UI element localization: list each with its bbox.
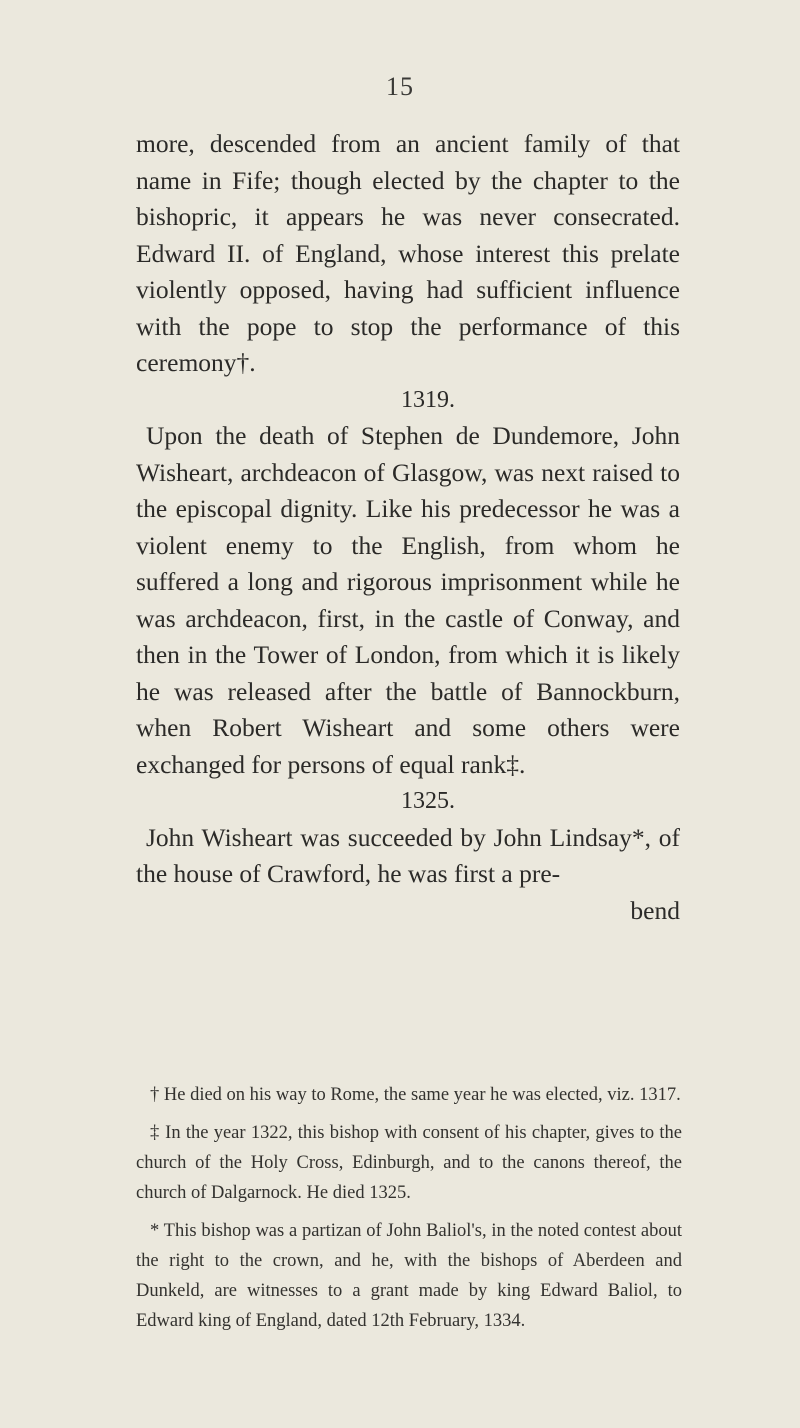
main-text [136,126,680,929]
footnotes [136,1080,682,1344]
paragraph-lindsay: John Wisheart was succeeded by John Lindsay*, of the house of Crawford, he was first a pre- [136,822,680,888]
paragraph-wisheart: Upon the death of Stephen de Dundemore, John Wisheart, archdeacon of Glasgow, was next raised to the episcopal dignity. Like his predecessor he was a violent enemy to the English, from whom he suffered a long and rigorous imprisonment while he was archdeacon, first, in the castle of Conway, and then in the Tower of London, from which it is likely he was released after the battle of Bannockburn, when Robert Wisheart and some others were exchanged for persons of equal rank‡. [136,421,680,779]
year-heading-1325: 1325. [401,788,455,814]
year-heading-1319: 1319. [401,386,455,413]
footnote-dagger: † He died on his way to Rome, the same year he was elected, viz. 1317. [150,1085,681,1105]
paragraph-continuation: more, descended from an ancient family of that name in Fife; though elected by the chapter to the bishopric, it appears he was never consecrated. Edward II. of England, whose interest this prelate violently opposed, having had sufficient influence with the pope to stop the performance of this ceremony†. [136,129,680,377]
footnote-double-dagger: ‡ In the year 1322, this bishop with consent of his chapter, gives to the church of the Holy Cross, Edinburgh, and to the canons thereof, the church of Dalgarnock. He died 1325. [136,1123,682,1203]
footnote-asterisk: * This bishop was a partizan of John Baliol's, in the noted contest about the right to the crown, and he, with the bishops of Aberdeen and Dunkeld, are witnesses to a grant made by king Edward Baliol, to Edward king of England, dated 12th February, 1334. [136,1221,682,1331]
page-number: 15 [386,72,414,101]
catchword: bend [630,895,680,925]
